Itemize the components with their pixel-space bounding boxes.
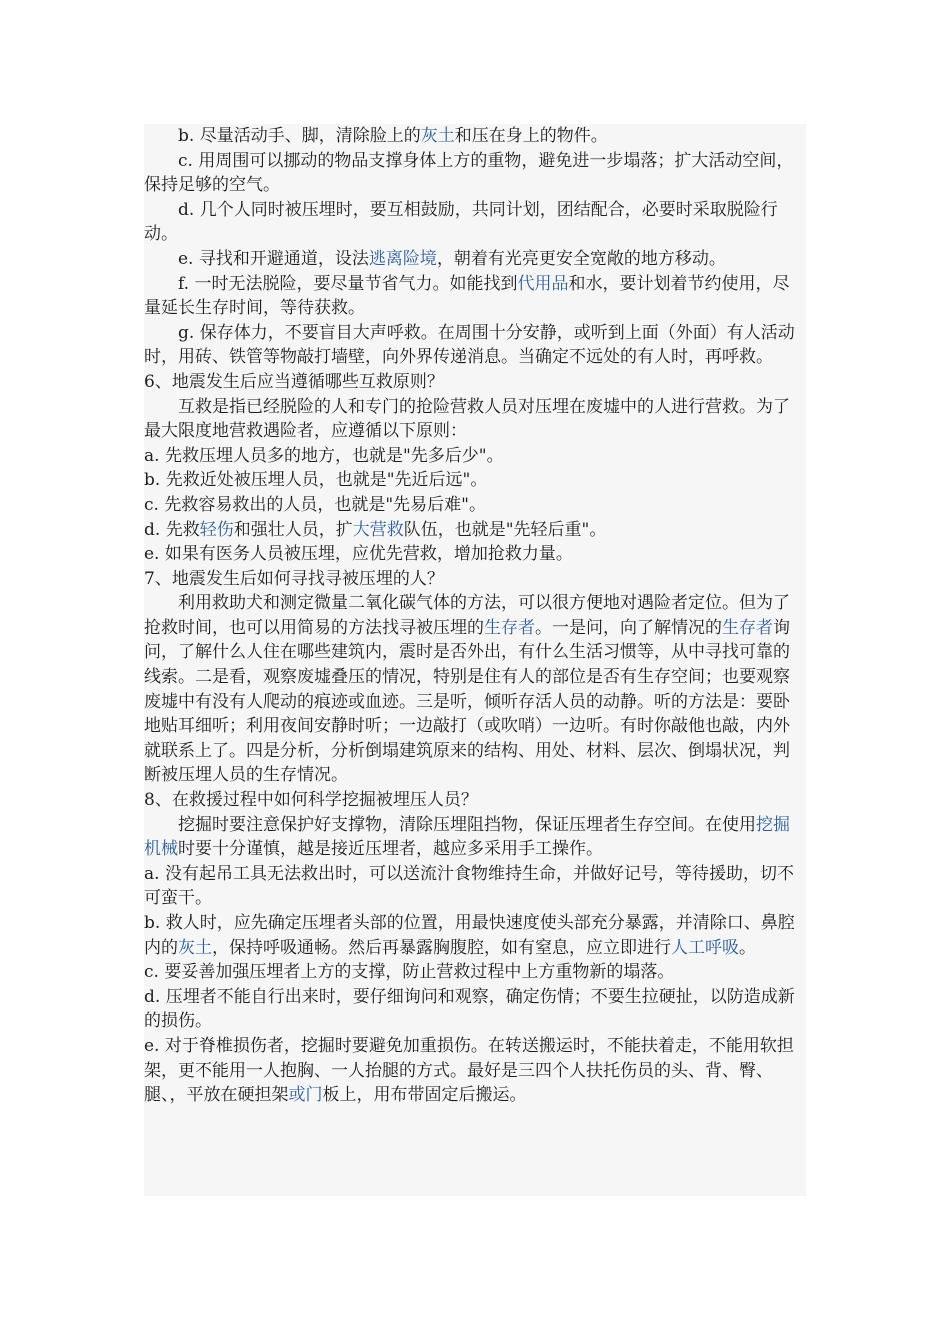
paragraph — [144, 985, 806, 1034]
inline-link[interactable]: 灰土 — [420, 126, 455, 146]
inline-link[interactable]: 生存者 — [484, 617, 535, 638]
paragraph — [144, 370, 806, 395]
inline-link[interactable]: 灰土 — [178, 937, 212, 958]
text-run: ，朝着有光亮更安全宽敞的地方移动。 — [436, 248, 726, 269]
paragraph — [144, 444, 806, 469]
text-run: d. 先救 — [144, 519, 200, 540]
paragraph — [144, 247, 806, 272]
text-run: 8、在救援过程中如何科学挖掘被埋压人员？ — [144, 790, 478, 811]
text-run: c. 要妥善加强压埋者上方的支撑，防止营救过程中上方重物新的塌落。 — [144, 962, 675, 983]
text-run: c. 先救容易救出的人员，也就是"先易后难"。 — [144, 494, 486, 515]
paragraph — [144, 321, 806, 370]
text-run: b. 救人时，应先确定压埋者头部的位置，用最快速度使头部充分暴露，并清除口、鼻腔内的 — [144, 913, 795, 958]
text-run: 挖掘时要注意保护好支撑物，清除压埋阻挡物，保证压埋者生存空间。在使用 — [178, 814, 756, 835]
inline-link[interactable]: 生存者 — [722, 617, 773, 638]
inline-link[interactable]: 大营救 — [352, 519, 404, 540]
paragraph — [144, 198, 806, 247]
inline-link[interactable]: 人工呼吸 — [671, 937, 739, 958]
paragraph — [144, 124, 806, 149]
inline-link[interactable]: 挖掘机械 — [144, 814, 790, 860]
paragraph — [144, 788, 806, 813]
text-run: 和强壮人员，扩 — [233, 519, 353, 540]
text-run: d. 压埋者不能自行出来时，要仔细询问和观察，确定伤情；不要生拉硬扯，以防造成新的损伤。 — [144, 986, 795, 1032]
text-run: 队伍，也就是"先轻后重"。 — [403, 519, 607, 540]
text-run: 板上，用布带固定后搬运。 — [322, 1085, 527, 1106]
text-run: 7、地震发生后如何寻找寻被压埋的人？ — [144, 568, 444, 589]
paragraph — [144, 395, 806, 444]
text-run: 互救是指已经脱险的人和专门的抢险营救人员对压埋在废墟中的人进行营救。为了最大限度地营救遇险者，应遵循以下原则： — [144, 396, 790, 442]
document-text-block — [144, 124, 806, 1196]
text-run: 时要十分谨慎，越是接近压埋者，越应多采用手工操作。 — [178, 839, 603, 860]
inline-link[interactable]: 逃离险境 — [368, 248, 437, 269]
paragraph — [144, 518, 806, 543]
paragraph — [144, 862, 806, 911]
paragraph — [144, 911, 806, 960]
paragraph — [144, 493, 806, 518]
inline-link[interactable]: 代用品 — [517, 273, 569, 294]
paragraph — [144, 591, 806, 788]
paragraph — [144, 813, 806, 862]
text-run: d. 几个人同时被压埋时，要互相鼓励，共同计划，团结配合，必要时采取脱险行动。 — [144, 199, 778, 245]
inline-link[interactable]: 或门 — [288, 1085, 323, 1106]
text-run: c. 用周围可以挪动的物品支撑身体上方的重物，避免进一步塌落；扩大活动空间，保持足够的空气。 — [144, 150, 794, 196]
paragraph — [144, 149, 806, 198]
text-run: g. 保存体力，不要盲目大声呼救。在周围十分安静，或听到上面（外面）有人活动时，用砖、铁管等物敲打墙壁，向外界传递消息。当确定不远处的有人时，再呼救。 — [144, 322, 795, 368]
text-run: e. 如果有医务人员被压埋，应优先营救，增加抢救力量。 — [144, 544, 573, 565]
paragraph — [144, 272, 806, 321]
text-run: f. 一时无法脱险，要尽量节省气力。如能找到 — [178, 273, 518, 294]
paragraph — [144, 1034, 806, 1108]
paragraph — [144, 567, 806, 592]
text-run: 和水，要计划着节约使用，尽量延长生存时间，等待获救。 — [144, 273, 790, 319]
text-run: a. 没有起吊工具无法救出时，可以送流汁食物维持生命，并做好记号，等待援助，切不可蛮干。 — [144, 863, 794, 909]
text-run: 询问，了解什么人住在哪些建筑内，震时是否外出，有什么生活习惯等，从中寻找可靠的线索。二是看，观察废墟叠压的情况，特别是住有人的部位是否有生存空间；也要观察废墟中有没有人爬动的痕迹或血迹。三是听，倾听存活人员的动静。听的方法是：要卧地贴耳细听；利用夜间安静时听；一边敲打（或吹哨）一边听。有时你敲他也敲，内外就联系上了。四是分析，分析倒塌建筑原来的结构、用处、材料、层次、倒塌状况，判断被压埋人员的生存情况。 — [144, 617, 790, 786]
text-run: 。 — [739, 937, 756, 958]
text-run: ，保持呼吸通畅。然后再暴露胸腹腔，如有窒息，应立即进行 — [212, 937, 671, 958]
text-run: 和压在身上的物件。 — [454, 126, 608, 146]
paragraph — [144, 468, 806, 493]
text-run: a. 先救压埋人员多的地方，也就是"先多后少"。 — [144, 445, 504, 466]
text-run: 6、地震发生后应当遵循哪些互救原则？ — [144, 371, 444, 392]
text-run: e. 寻找和开避通道，设法 — [178, 248, 369, 269]
paragraph — [144, 542, 806, 567]
text-run: e. 对于脊椎损伤者，挖掘时要避免加重损伤。在转送搬运时，不能扶着走，不能用软担架，更不能用一人抱胸、一人抬腿的方式。最好是三四个人扶托伤员的头、背、臀、腿、，平放在硬担架 — [144, 1035, 794, 1106]
text-run: b. 先救近处被压埋人员，也就是"先近后远"。 — [144, 470, 488, 491]
inline-link[interactable]: 轻伤 — [199, 519, 234, 540]
text-run: 。一是问，向了解情况的 — [535, 617, 722, 638]
text-run: 利用救助犬和测定微量二氧化碳气体的方法，可以很方便地对遇险者定位。但为了抢救时间，也可以用简易的方法找寻被压埋的 — [144, 593, 790, 638]
text-run: b. 尽量活动手、脚，清除脸上的 — [178, 126, 421, 146]
paragraph — [144, 960, 806, 985]
